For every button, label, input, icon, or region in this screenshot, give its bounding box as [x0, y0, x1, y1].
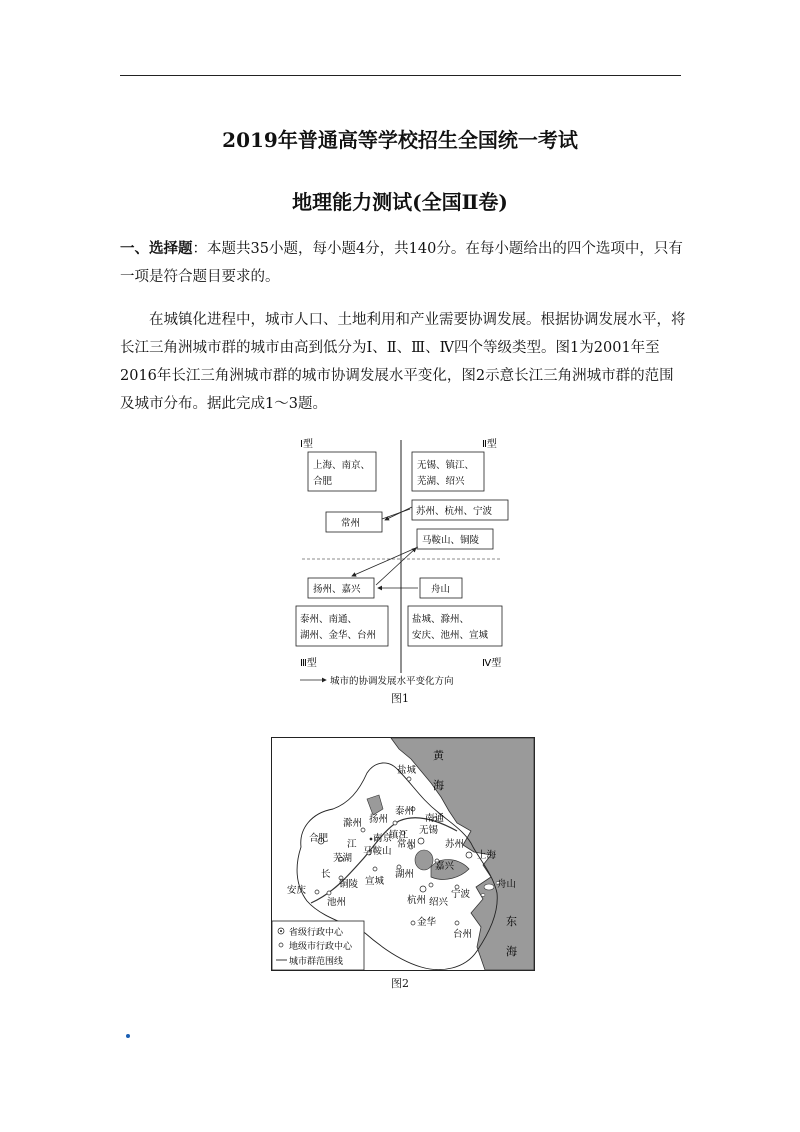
box-changzhou-text: 常州	[341, 518, 361, 529]
marker-xuancheng	[373, 867, 377, 871]
legend-boundary: 城市群范围线	[289, 957, 344, 967]
city-chizhou: 池州	[327, 897, 347, 908]
marker-yangzhou	[393, 821, 397, 825]
box-zhoushan-text: 舟山	[431, 584, 451, 595]
section-text: ：本题共35小题，每小题4分，共140分。在每小题给出的四个选项中，只有一项是符合题目要求的。	[120, 241, 683, 285]
island-small-2	[481, 894, 485, 897]
marker-taizhou-zj	[455, 921, 459, 925]
section-instructions	[120, 235, 686, 291]
city-chuzhou: 滁州	[343, 818, 363, 829]
sea-label-dong: 东	[506, 915, 517, 928]
box-suzhou-text: 苏州、杭州、宁波	[416, 506, 493, 517]
box-shanghai-line2: 合肥	[313, 476, 333, 487]
marker-anqing	[315, 890, 319, 894]
city-wuxi: 无锡	[419, 825, 439, 836]
city-jinhua: 金华	[417, 917, 437, 928]
legend-prefecture-marker	[279, 943, 283, 947]
sea-label-hai1: 海	[433, 779, 444, 792]
river-label-chang: 长	[321, 869, 331, 880]
box-yangzhou-text: 扬州、嘉兴	[313, 584, 361, 595]
city-hefei: 合肥	[309, 833, 329, 844]
city-taizhou-zj: 台州	[453, 929, 473, 940]
box-taizhou-line2: 湖州、金华、台州	[300, 630, 377, 641]
city-xuancheng: 宣城	[365, 876, 385, 887]
city-hangzhou: 杭州	[407, 895, 427, 906]
box-taizhou-line1: 泰州、南通、	[300, 614, 358, 625]
city-shanghai: 上海	[477, 850, 497, 861]
sea-label-hai2: 海	[506, 945, 517, 958]
city-anqing: 安庆	[287, 885, 307, 896]
arrow-line-changzhou	[382, 509, 410, 519]
arrow-yangzhou-to-maanshan	[376, 548, 416, 585]
label-type-2: Ⅱ型	[482, 439, 497, 450]
zhoushan-island	[484, 884, 494, 890]
city-wuhu: 芜湖	[333, 853, 353, 864]
city-huzhou: 湖州	[395, 869, 415, 880]
marker-chizhou	[327, 891, 331, 895]
arrow-maanshan-to-yangzhou	[352, 547, 418, 576]
city-nantong: 南通	[425, 813, 445, 824]
passage-text: 在城镇化进程中，城市人口、土地利用和产业需要协调发展。根据协调发展水平，将长江三角洲城市群的城市由高到低分为Ⅰ、Ⅱ、Ⅲ、Ⅳ四个等级类型。图1为2001年至2016年长江三角洲城市群的城市协调发展水平变化，图2示意长江三角洲城市群的范围及城市分布。据此完成1～3题。	[120, 312, 686, 412]
label-type-4: Ⅳ型	[482, 658, 502, 669]
city-changzhou: 常州	[397, 839, 417, 850]
city-jiaxing: 嘉兴	[435, 861, 455, 872]
city-taizhou-js: 泰州	[395, 806, 415, 817]
city-shaoxing: 绍兴	[429, 897, 449, 908]
legend-prefecture: 地级市行政中心	[289, 942, 353, 952]
exam-title: 2019年普通高等学校招生全国统一考试	[222, 128, 578, 152]
city-nanjing: 南京	[373, 833, 393, 844]
page-marker-dot	[126, 1034, 130, 1038]
marker-shaoxing	[429, 883, 433, 887]
city-maanshan: 马鞍山	[363, 846, 392, 857]
figure-1-caption: 图1	[391, 692, 409, 705]
box-yancheng-line1: 盐城、滁州、	[412, 614, 470, 625]
sea-label-huang: 黄	[433, 749, 444, 762]
figure-2	[271, 737, 535, 989]
figure-1-diagram	[290, 435, 510, 707]
figure-2-map	[271, 737, 535, 989]
marker-nanjing-dot	[370, 838, 372, 840]
marker-yancheng	[407, 777, 411, 781]
box-wuxi-line1: 无锡、镇江、	[417, 460, 475, 471]
city-suzhou: 苏州	[445, 839, 465, 850]
section-label: 一、选择题	[120, 240, 193, 257]
city-ningbo: 宁波	[451, 889, 471, 900]
legend-provincial: 省级行政中心	[289, 928, 344, 938]
exam-subtitle: 地理能力测试(全国Ⅱ卷)	[292, 190, 508, 214]
box-shanghai-line1: 上海、南京、	[313, 460, 371, 471]
legend-text: 城市的协调发展水平变化方向	[330, 676, 454, 687]
city-tongling: 铜陵	[339, 879, 359, 890]
city-zhoushan: 舟山	[497, 879, 517, 890]
label-type-1: Ⅰ型	[300, 439, 313, 450]
river-label-jiang: 江	[347, 839, 357, 850]
city-yangzhou: 扬州	[369, 814, 389, 825]
marker-suzhou	[418, 838, 424, 844]
marker-jinhua	[411, 921, 415, 925]
legend-provincial-dot	[280, 930, 282, 932]
city-zhenjiang: 镇江	[389, 830, 409, 841]
marker-hangzhou	[420, 886, 426, 892]
label-type-3: Ⅲ型	[300, 658, 317, 669]
figure-2-caption: 图2	[391, 977, 409, 990]
box-yancheng-line2: 安庆、池州、宣城	[412, 630, 489, 641]
figure-1	[290, 435, 510, 707]
marker-shanghai	[466, 852, 472, 858]
box-wuxi-line2: 芜湖、绍兴	[417, 476, 465, 487]
city-yancheng: 盐城	[397, 765, 417, 776]
box-maanshan-text: 马鞍山、铜陵	[422, 535, 480, 546]
taihu-lake	[415, 850, 433, 870]
header-rule	[120, 75, 681, 76]
